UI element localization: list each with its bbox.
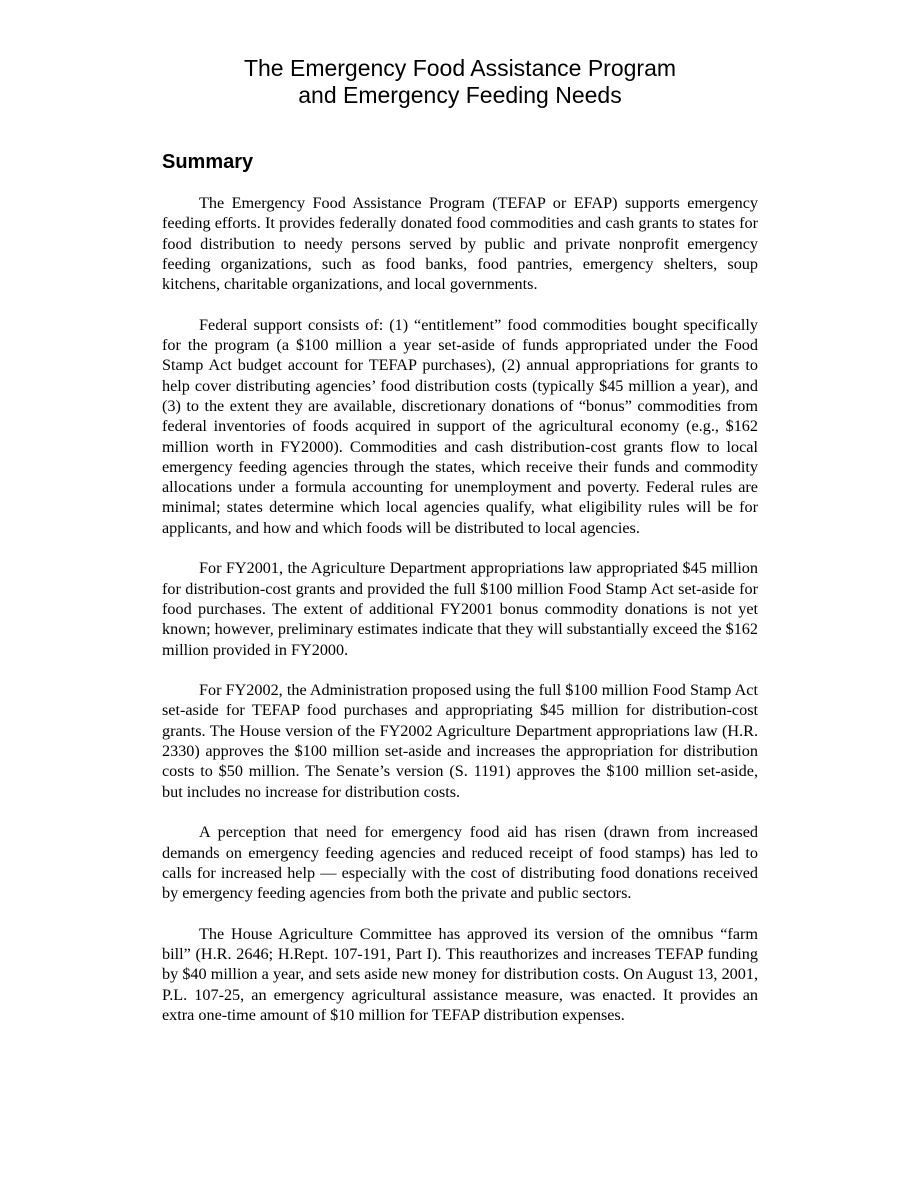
document-title — [0, 55, 920, 109]
paragraph-5: A perception that need for emergency food aid has risen (drawn from increased demands on emergency feeding agencies and reduced receipt of food stamps) has led to calls for increased help — especially with the cost of distributing food donations received by emergency feeding agencies from both the private and public sectors. — [162, 823, 758, 903]
section-heading-summary: Summary — [162, 151, 254, 173]
paragraph-3: For FY2001, the Agriculture Department appropriations law appropriated $45 million for distribution-cost grants and provided the full $100 million Food Stamp Act set-aside for food purchases. The extent of additional FY2001 bonus commodity donations is not yet known; however, preliminary estimates indicate that they will substantially exceed the $162 million provided in FY2000. — [162, 559, 758, 659]
summary-body — [162, 193, 758, 1045]
paragraph-6: The House Agriculture Committee has approved its version of the omnibus “farm bill” (H.R. 2646; H.Rept. 107-191, Part I). This reauthorizes and increases TEFAP funding by $40 million a year, and sets aside new money for distribution costs. On August 13, 2001, P.L. 107-25, an emergency agricultural assistance measure, was enacted. It provides an extra one-time amount of $10 million for TEFAP distribution expenses. — [162, 924, 758, 1024]
paragraph-2: Federal support consists of: (1) “entitlement” food commodities bought specifically for the program (a $100 million a year set-aside of funds appropriated under the Food Stamp Act budget account for TEFAP purchases), (2) annual appropriations for grants to help cover distributing agencies’ food distribution costs (typically $45 million a year), and (3) to the extent they are available, discretionary donations of “bonus” commodities from federal inventories of foods acquired in support of the agricultural economy (e.g., $162 million worth in FY2000). Commodities and cash distribution-cost grants flow to local emergency feeding agencies through the states, which receive their funds and commodity allocations under a formula accounting for unemployment and poverty. Federal rules are minimal; states determine which local agencies qualify, what eligibility rules will be for applicants, and how and which foods will be distributed to local agencies. — [162, 315, 758, 537]
document-title-line-2: and Emergency Feeding Needs — [298, 82, 622, 108]
paragraph-1: The Emergency Food Assistance Program (TEFAP or EFAP) supports emergency feeding efforts. It provides federally donated food commodities and cash grants to states for food distribution to needy persons served by public and private nonprofit emergency feeding organizations, such as food banks, food pantries, emergency shelters, soup kitchens, charitable organizations, and local governments. — [162, 194, 758, 294]
paragraph-4: For FY2002, the Administration proposed using the full $100 million Food Stamp Act set-aside for TEFAP food purchases and appropriating $45 million for distribution-cost grants. The House version of the FY2002 Agriculture Department appropriations law (H.R. 2330) approves the $100 million set-aside and increases the appropriation for distribution costs to $50 million. The Senate’s version (S. 1191) approves the $100 million set-aside, but includes no increase for distribution costs. — [162, 681, 758, 801]
document-title-line-1: The Emergency Food Assistance Program — [243, 55, 677, 81]
